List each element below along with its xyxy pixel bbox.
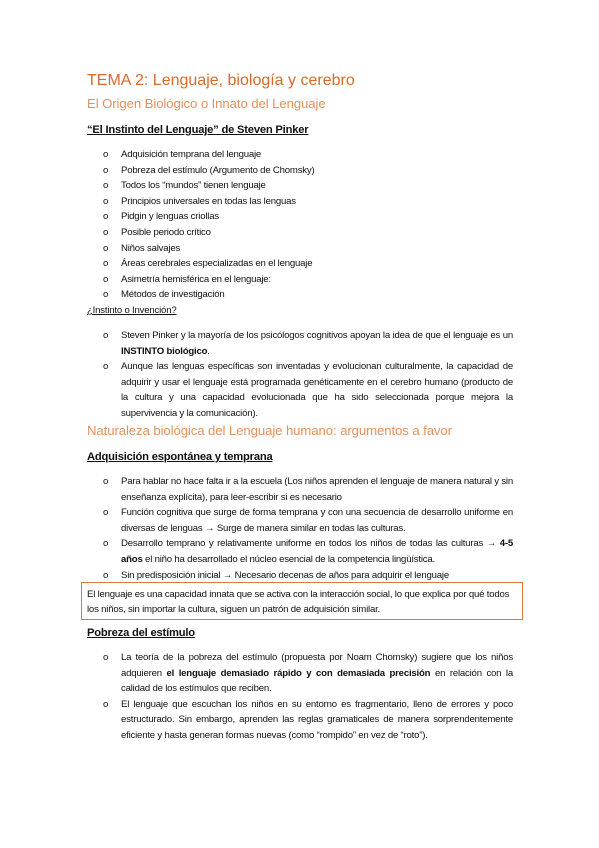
list-item: o Asimetría hemisférica en el lenguaje: — [0, 272, 599, 288]
bullet-marker: o — [103, 538, 109, 550]
instinct-list — [0, 328, 599, 422]
bullet-marker: o — [103, 211, 109, 223]
bullet-marker: o — [103, 258, 109, 270]
document-title: TEMA 2: Lenguaje, biología y cerebro — [87, 72, 355, 89]
list-item: o Desarrollo temprano y relativamente uniforme en todos los niños de todas las culturas → 4-5 años el niño ha desarrollado el núcleo esencial de la competencia lingüística. — [103, 538, 513, 565]
poverty-list — [0, 650, 599, 744]
list-item: o La teoría de la pobreza del estímulo (propuesta por Noam Chomsky) sugiere que los niños adquieren el lenguaje demasiado rápido y con demasiada precisión en relación con la calidad de los estímulos que reciben. — [103, 652, 513, 695]
bullet-marker: o — [103, 698, 109, 710]
section-heading-origin: El Origen Biológico o Innato del Lenguaje — [87, 96, 326, 111]
bullet-marker: o — [103, 330, 109, 341]
bullet-marker: o — [103, 273, 109, 285]
bullet-marker: o — [103, 226, 109, 238]
bullet-marker: o — [103, 507, 109, 519]
list-item: o Posible periodo crítico — [0, 225, 599, 241]
bullet-marker: o — [103, 242, 109, 254]
bullet-marker: o — [103, 476, 109, 487]
list-item: o Sin predisposición inicial → Necesario decenas de años para adquirir el lenguaje — [0, 568, 599, 584]
list-item: o Todos los “mundos” tienen lenguaje — [0, 178, 599, 194]
list-item: o El lenguaje que escuchan los niños en su entorno es fragmentario, lleno de errores y poco estructurado. Sin embargo, aprenden las reglas gramaticales de manera sorprendentemente eficiente y hasta generan formas nuevas (como “rompido” en vez de “roto”). — [103, 698, 513, 741]
section-heading-nature: Naturaleza biológica del Lenguaje humano: argumentos a favor — [87, 423, 452, 438]
bullet-marker: o — [103, 652, 109, 663]
bullet-marker: o — [103, 361, 109, 373]
instinct-question: ¿Instinto o Invención? — [87, 305, 177, 316]
bullet-marker: o — [103, 164, 109, 176]
list-item: o Steven Pinker y la mayoría de los psicólogos cognitivos apoyan la idea de que el lenguaje es un INSTINTO biológico. — [103, 330, 513, 357]
bullet-marker: o — [103, 195, 109, 207]
highlighted-callout: El lenguaje es una capacidad innata que se activa con la interacción social, lo que explica por qué todos los niños, sin importar la cultura, siguen un patrón de adquisición similar. — [81, 582, 523, 620]
list-item: o Para hablar no hace falta ir a la escuela (Los niños aprenden el lenguaje de manera natural y sin enseñanza explícita), para leer-escribir si es necesario — [103, 476, 513, 503]
list-item: o Principios universales en todas las lenguas — [0, 194, 599, 210]
subheading-poverty: Pobreza del estímulo — [87, 627, 195, 639]
list-item: o Adquisición temprana del lenguaje — [0, 147, 599, 163]
subheading-acquisition: Adquisición espontánea y temprana — [87, 451, 273, 463]
bullet-marker: o — [103, 180, 109, 192]
list-item: o Áreas cerebrales especializadas en el lenguaje — [0, 256, 599, 272]
list-item: o Aunque las lenguas específicas son inventadas y evolucionan culturalmente, la capacidad de adquirir y usar el lenguaje está programada genéticamente en el cerebro humano (producto de la cultura y una capacidad evolucionada que ha sido seleccionada porque mejora la supervivencia y la comunicación). — [103, 361, 513, 419]
pinker-list — [0, 147, 599, 303]
bullet-marker: o — [103, 149, 109, 160]
bullet-marker: o — [103, 289, 109, 301]
list-item: o Pobreza del estímulo (Argumento de Chomsky) — [0, 163, 599, 179]
list-item: o Pidgin y lenguas criollas — [0, 209, 599, 225]
list-item: o Función cognitiva que surge de forma temprana y con una secuencia de desarrollo uniforme en diversas de lenguas → Surge de manera similar en todas las culturas. — [103, 507, 513, 534]
acquisition-list — [0, 474, 599, 583]
list-item: o Métodos de investigación — [0, 287, 599, 303]
list-item: o Niños salvajes — [0, 241, 599, 257]
bullet-marker: o — [103, 569, 109, 581]
subheading-pinker: “El Instinto del Lenguaje” de Steven Pinker — [87, 124, 309, 136]
